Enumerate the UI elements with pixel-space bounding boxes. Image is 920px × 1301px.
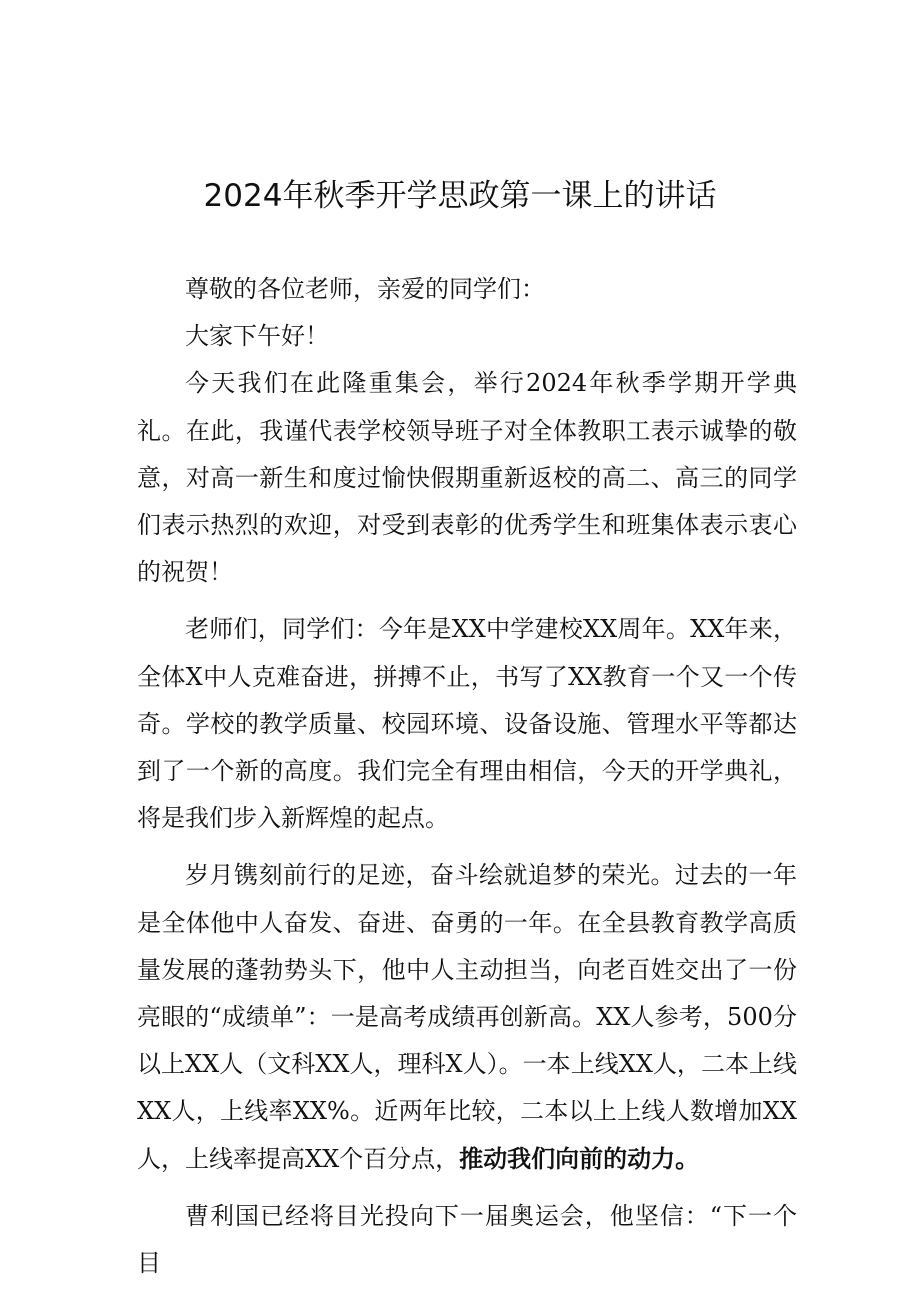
greeting: 大家下午好！ [185,322,329,351]
paragraph-2: 老师们，同学们：今年是XX中学建校XX周年。XX年来，全体X中人克难奋进，拼搏不止，书写了XX教育一个又一个传奇。学校的教学质量、校园环境、设备设施、管理水平等都达到了一个新的高度。我们完全有理由相信，今天的开学典礼，将是我们步入新辉煌的起点。 [137,615,797,833]
paragraph-4: 曹利国已经将目光投向下一届奥运会，他坚信：“下一个目 [137,1201,797,1278]
salutation: 尊敬的各位老师，亲爱的同学们： [185,275,545,303]
paragraph-3-text: 岁月镌刻前行的足迹，奋斗绘就追梦的荣光。过去的一年是全体他中人奋发、奋进、奋勇的一年。在全县教育教学高质量发展的蓬勃势头下，他中人主动担当，向老百姓交出了一份亮眼的“成绩单”：一是高考成绩再创新高。XX人参考，500分以上XX人（文科XX人，理科X人）。一本上线XX人，二本上线XX人，上线率XX%。近两年比较，二本以上上线人数增加XX人，上线率提高XX个百分点， [137,861,797,1173]
paragraph-3 [137,852,797,1182]
paragraph-3-bold-tail: 推动我们向前的动力。 [459,1144,700,1173]
document-title: 2024年秋季开学思政第一课上的讲话 [203,178,717,214]
paragraph-1: 今天我们在此隆重集会，举行2024年秋季学期开学典礼。在此，我谨代表学校领导班子对全体教职工表示诚挚的敬意，对高一新生和度过愉快假期重新返校的高二、高三的同学们表示热烈的欢迎，对受到表彰的优秀学生和班集体表示衷心的祝贺！ [137,369,797,587]
document-body [137,266,797,1287]
